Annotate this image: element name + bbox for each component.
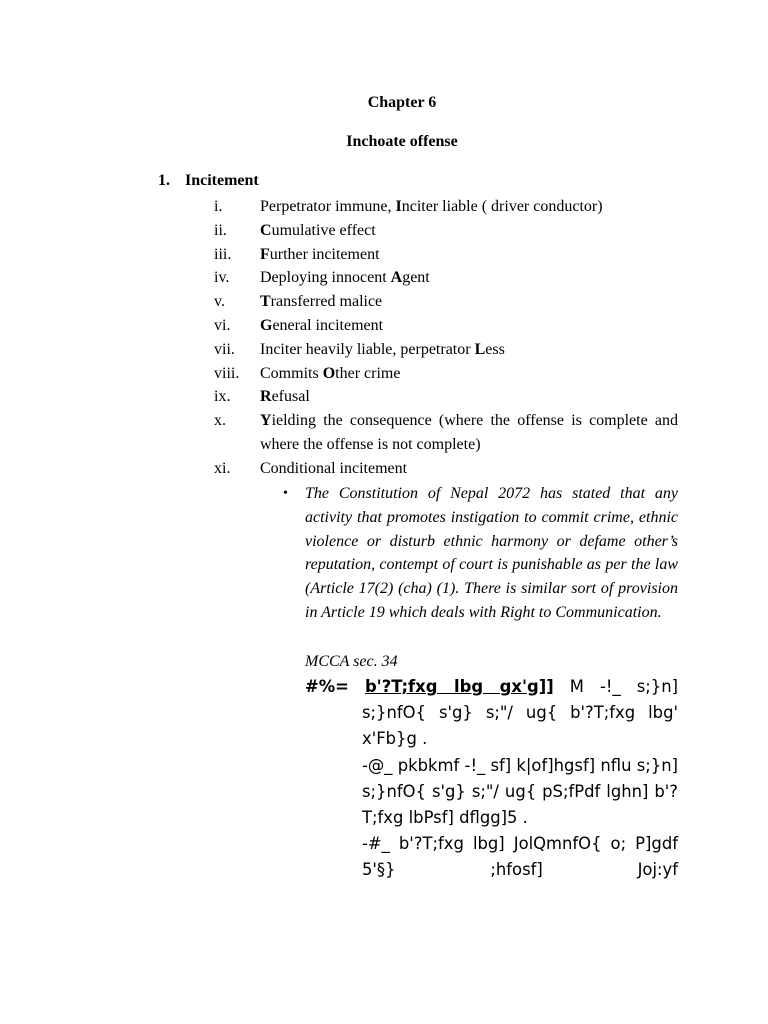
list-item xyxy=(214,314,678,338)
list-item xyxy=(214,457,678,481)
list-item-text xyxy=(260,338,678,362)
list-item-number: iii. xyxy=(214,245,232,263)
nepali-paragraph-1 xyxy=(305,674,678,753)
list-item-number: ii. xyxy=(214,221,227,239)
list-item xyxy=(214,266,678,290)
list-item-number: x. xyxy=(214,412,226,430)
list-item-text-part: Commits xyxy=(260,364,323,382)
list-item-number: vii. xyxy=(214,340,235,358)
list-item-text xyxy=(260,362,678,386)
list-item-text xyxy=(260,219,678,243)
list-item-number: vi. xyxy=(214,316,231,334)
list-item xyxy=(214,338,678,362)
list-item-text xyxy=(260,409,678,457)
mcca-reference: MCCA sec. 34 xyxy=(305,653,398,670)
nepali-paragraph-3: -#_ b'?T;fxg lbg] JolQmnfO{ o; P]gdf 5'§} ;hfosf] Joj:yf xyxy=(362,834,678,880)
mnemonic-letter: I xyxy=(395,198,402,215)
nepali-paragraph-1-text: M -!_ s;}n] s;}nfO{ s'g} s;"/ ug{ b'?T;fxg lbg' x'Fb}g . xyxy=(362,677,678,749)
list-item-text-part: Inciter heavily liable, perpetrator xyxy=(260,340,475,358)
mnemonic-letter: L xyxy=(474,340,486,358)
mnemonic-letter: T xyxy=(260,293,271,311)
list-item-text-part: Conditional incitement xyxy=(260,459,408,477)
list-item-number: ix. xyxy=(214,388,231,406)
nepali-section-number: #%= xyxy=(305,677,349,696)
section-number: 1. xyxy=(158,172,170,189)
list-item xyxy=(214,409,678,457)
mnemonic-letter: G xyxy=(260,316,273,334)
nepali-section-heading: b'?T;fxg lbg gx'g]] xyxy=(364,677,554,696)
list-item-text xyxy=(260,266,678,290)
list-item xyxy=(214,219,678,243)
list-item-text xyxy=(260,195,678,219)
mnemonic-letter: R xyxy=(260,388,272,406)
list-item xyxy=(214,195,678,219)
section-heading xyxy=(158,172,259,190)
list-item-text-part: nciter liable ( driver conductor) xyxy=(401,198,603,215)
chapter-title: Chapter 6 xyxy=(367,94,437,111)
list-item-number: v. xyxy=(214,293,225,311)
list-item-text xyxy=(260,290,678,314)
incitement-list xyxy=(214,195,678,481)
nepali-paragraph-2: -@_ pkbkmf -!_ sf] k|of]hgsf] nflu s;}n] s;}nfO{ s'g} s;"/ ug{ pS;fPdf lghn] b'?T;fxg lbPsf] dflgg]5 . xyxy=(362,755,678,828)
mnemonic-letter: Y xyxy=(260,412,272,430)
mnemonic-letter: C xyxy=(260,221,272,239)
list-item-text-part: ess xyxy=(485,340,505,358)
list-item-text-part: urther incitement xyxy=(269,245,380,263)
chapter-subtitle: Inchoate offense xyxy=(346,133,458,150)
list-item-text xyxy=(260,314,678,338)
list-item-text-part: gent xyxy=(402,269,430,287)
list-item-text-part: Deploying innocent xyxy=(260,269,391,287)
list-item-text-part: ransferred malice xyxy=(270,293,383,311)
list-item-text-part: efusal xyxy=(271,388,310,406)
list-item-text-part: eneral incitement xyxy=(272,316,384,334)
list-item-text xyxy=(260,457,678,481)
list-item xyxy=(214,290,678,314)
list-item-number: viii. xyxy=(214,364,240,382)
nepali-legal-text xyxy=(305,674,678,884)
bullet-text: The Constitution of Nepal 2072 has stated that any activity that promotes instigation to commit crime, ethnic violence or disturb ethnic harmony or defame other’s reputation, contempt of court is punishable as per the law (Article 17(2) (cha) (1). There is similar sort of provision in Article 19 which deals with Right to Communication. xyxy=(305,485,678,621)
mnemonic-letter: F xyxy=(260,245,270,263)
list-item-text-part: ther crime xyxy=(335,364,401,382)
list-item-text-part: Perpetrator immune, xyxy=(260,198,396,215)
list-item-text-part: umulative effect xyxy=(271,221,376,239)
list-item-number: xi. xyxy=(214,459,231,477)
list-item-text xyxy=(260,385,678,409)
bullet-dot-icon: • xyxy=(283,486,288,501)
mnemonic-letter: O xyxy=(322,364,336,382)
list-item-text-part: ielding the consequence (where the offense is complete and where the offense is not complete) xyxy=(260,412,678,453)
bullet-block xyxy=(283,482,678,625)
list-item xyxy=(214,362,678,386)
mnemonic-letter: A xyxy=(390,269,403,287)
list-item-text xyxy=(260,243,678,267)
list-item-number: i. xyxy=(214,198,223,215)
list-item-number: iv. xyxy=(214,269,230,287)
section-heading-text: Incitement xyxy=(185,172,259,189)
list-item xyxy=(214,243,678,267)
list-item xyxy=(214,385,678,409)
